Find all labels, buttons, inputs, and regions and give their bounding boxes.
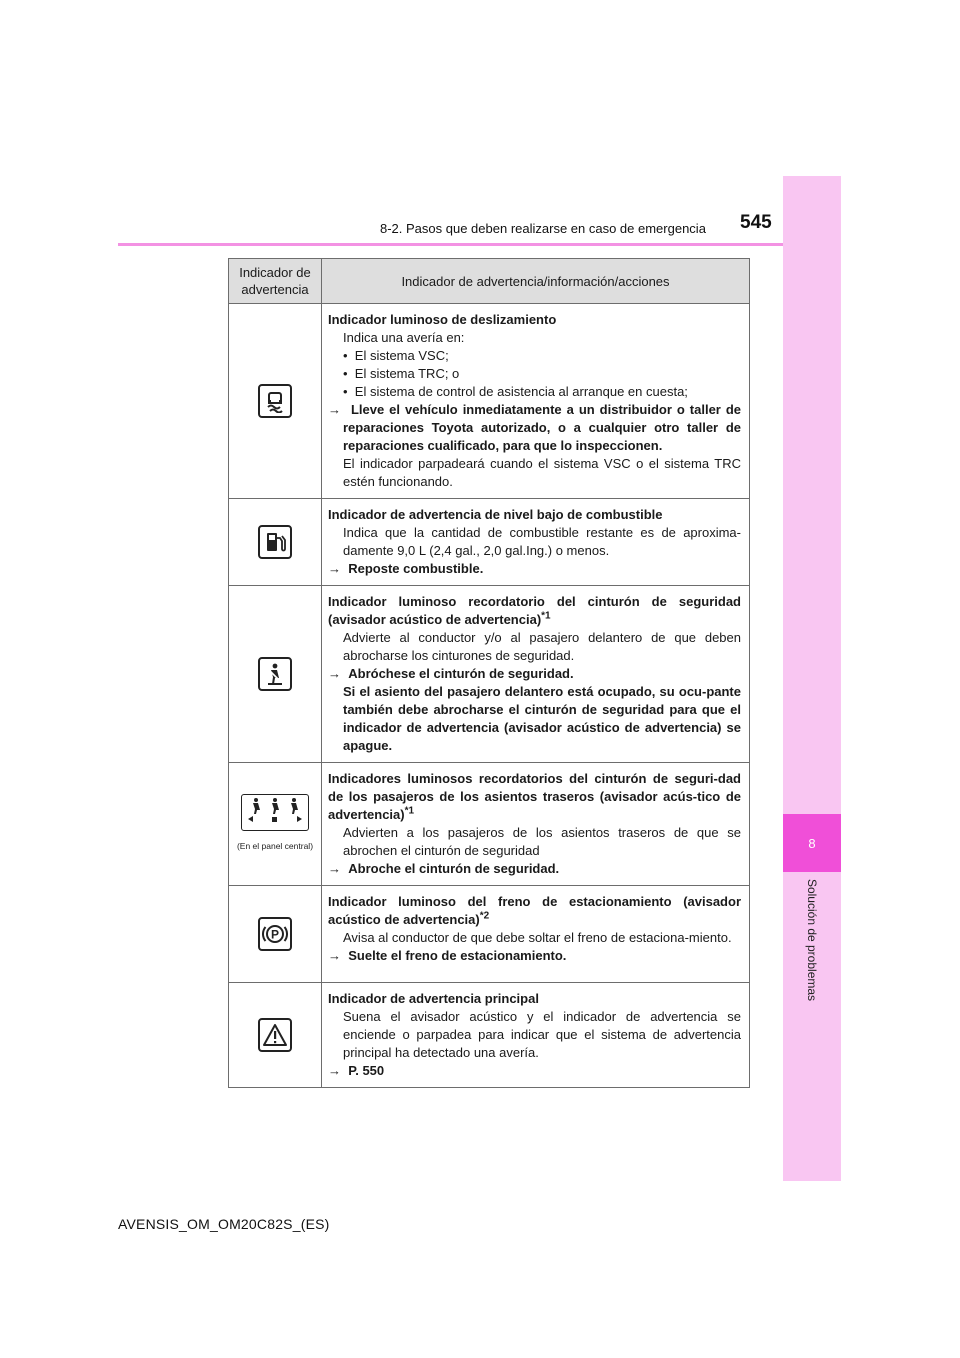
row-body: Suena el avisador acústico y el indicador de advertencia se enciende o parpadea para indicar que el sistema de advertencia principal ha detectado una avería. (343, 1009, 741, 1060)
fuel-pump-icon (258, 525, 292, 559)
row-note: El indicador parpadeará cuando el sistema VSC o el sistema TRC estén funcionando. (343, 456, 741, 489)
seatbelt-icon (258, 657, 292, 691)
section-title: 8-2. Pasos que deben realizarse en caso de emergencia (380, 221, 706, 236)
table-row (229, 586, 750, 763)
parking-brake-icon (258, 917, 292, 951)
table-row (229, 499, 750, 586)
svg-text:P: P (270, 927, 280, 941)
row-title: Indicador de advertencia de nivel bajo de combustible (328, 507, 663, 522)
column-header-description: Indicador de advertencia/información/acciones (322, 259, 750, 304)
table-row (229, 763, 750, 886)
table-row (229, 886, 750, 983)
chapter-number-tab[interactable]: 8 (783, 814, 841, 872)
row-action: → Reposte combustible. (328, 561, 484, 576)
footnote-ref: *1 (404, 805, 415, 817)
row-action-detail: Si el asiento del pasajero delantero está ocupado, su ocu-pante también debe abrocharse el cinturón de seguridad para que el indicador de advertencia (avisador acústico de advertencia) se apague. (343, 684, 741, 753)
row-body: Indica que la cantidad de combustible restante es de aproxima-damente 9,0 L (2,4 gal., 2,0 gal.Ing.) o menos. (343, 525, 741, 558)
row-body: Advierte al conductor y/o al pasajero delantero de que deben abrocharse los cinturones de seguridad. (343, 630, 741, 663)
page-reference-link[interactable]: → P. 550 (328, 1063, 385, 1078)
row-title: Indicadores luminosos recordatorios del cinturón de seguri-dad de los pasajeros de los asientos traseros (avisador acús-tico de advertencia)$^{*1}$ (328, 771, 741, 822)
table-row (229, 983, 750, 1088)
table-header-row (229, 259, 750, 304)
row-action: → Suelte el freno de estacionamiento. (328, 948, 567, 963)
header-rule (118, 243, 783, 246)
row-title: Indicador luminoso de deslizamiento (328, 312, 557, 327)
side-tab (783, 176, 841, 1181)
row-intro: Indica una avería en: (343, 330, 465, 345)
table-row (229, 304, 750, 499)
slip-indicator-icon (258, 384, 292, 418)
list-item: • El sistema TRC; o (343, 366, 460, 381)
list-item: • El sistema de control de asistencia al arranque en cuesta; (343, 384, 688, 399)
row-title: Indicador luminoso recordatorio del cinturón de seguridad (avisador acústico de advertencia)$^{*1}$ (328, 594, 741, 627)
row-title: Indicador luminoso del freno de estacionamiento (avisador acústico de advertencia)$^{*2}$ (328, 894, 741, 927)
rear-seatbelts-icon (241, 794, 309, 831)
document-code: AVENSIS_OM_OM20C82S_(ES) (118, 1216, 330, 1232)
chapter-label: Solución de problemas (805, 878, 819, 1002)
warning-table (228, 258, 750, 1088)
list-item: • El sistema VSC; (343, 348, 449, 363)
row-action: → Lleve el vehículo inmediatamente a un distribuidor o taller de reparaciones Toyota autorizado, o a cualquier otro taller de reparaciones cualificado, para que lo inspeccionen. (328, 402, 741, 453)
footnote-ref: *1 (541, 610, 551, 622)
row-body: Advierten a los pasajeros de los asientos traseros de que se abrochen el cinturón de seguridad (343, 825, 741, 858)
footnote-ref: *2 (479, 910, 490, 922)
row-action: → Abróchese el cinturón de seguridad. (328, 666, 574, 681)
icon-location-note: (En el panel central) (236, 840, 314, 851)
row-action: → Abroche el cinturón de seguridad. (328, 861, 560, 876)
page-number: 545 (740, 212, 772, 233)
column-header-indicator: Indicador de advertencia (229, 259, 322, 304)
master-warning-icon (258, 1018, 292, 1052)
row-body: Avisa al conductor de que debe soltar el freno de estaciona-miento. (343, 930, 732, 945)
row-title: Indicador de advertencia principal (328, 991, 539, 1006)
